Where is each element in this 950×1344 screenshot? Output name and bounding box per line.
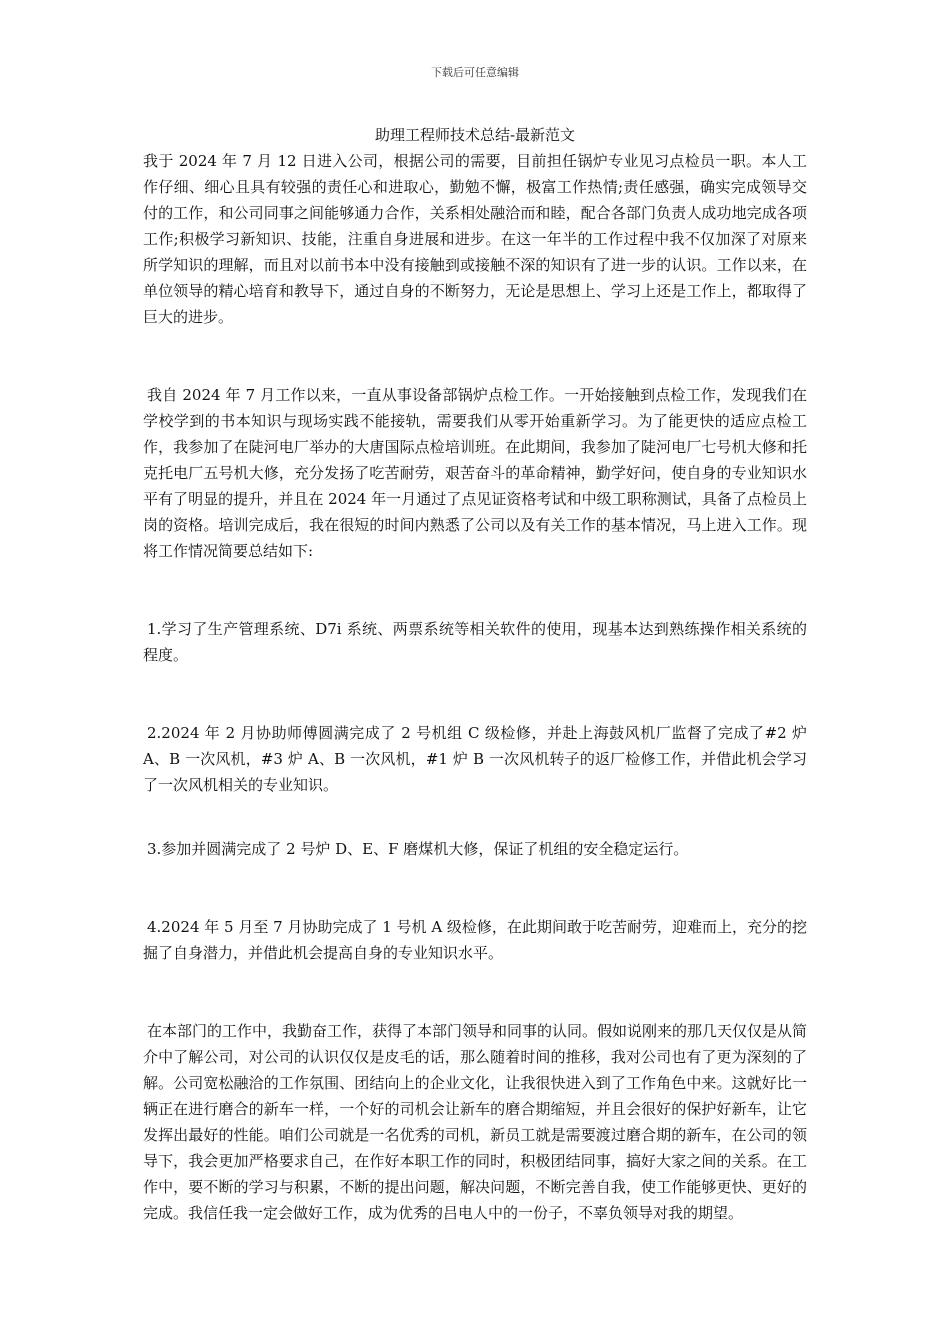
paragraph-gap [143, 798, 807, 836]
list-item-2: 2.2024 年 2 月协助师傅圆满完成了 2 号机组 C 级检修，并赴上海鼓风机厂监督了完成了#2 炉 A、B 一次风机，#3 炉 A、B 一次风机，#1 炉 B 一次风机转子的返厂检修工作，并借此机会学习了一次风机相关的专业知识。 [143, 724, 807, 794]
page-header: 下载后可任意编辑 [431, 66, 519, 79]
paragraph-gap [143, 668, 807, 720]
paragraph-gap [143, 564, 807, 616]
paragraph-conclusion: 在本部门的工作中，我勤奋工作，获得了本部门领导和同事的认同。假如说刚来的那几天仅仅是从简介中了解公司，对公司的认识仅仅是皮毛的话，那么随着时间的推移，我对公司也有了更为深刻的了解。公司宽松融洽的工作氛围、团结向上的企业文化，让我很快进入到了工作角色中来。这就好比一辆正在进行磨合的新车一样，一个好的司机会让新车的磨合期缩短，并且会很好的保护好新车，让它发挥出最好的性能。咱们公司就是一名优秀的司机，新员工就是需要渡过磨合期的新车，在公司的领导下，我会更加严格要求自己，在作好本职工作的同时，积极团结同事，搞好大家之间的关系。在工作中，要不断的学习与积累，不断的提出问题，解决问题，不断完善自我，使工作能够更快、更好的完成。我信任我一定会做好工作，成为优秀的吕电人中的一份子，不辜负领导对我的期望。 [143, 1022, 808, 1222]
paragraph-gap [143, 862, 807, 914]
paragraph-intro: 我于 2024 年 7 月 12 日进入公司，根据公司的需要，目前担任锅炉专业见习点检员一职。本人工作仔细、细心且具有较强的责任心和进取心，勤勉不懈，极富工作热情;责任感强，确实完成领导交付的工作，和公司同事之间能够通力合作，关系相处融洽而和睦，配合各部门负责人成功地完成各项工作;积极学习新知识、技能，注重自身进展和进步。在这一年半的工作过程中我不仅加深了对原来所学知识的理解，而且对以前书本中没有接触到或接触不深的知识有了进一步的认识。工作以来，在单位领导的精心培育和教导下，通过自身的不断努力，无论是思想上、学习上还是工作上，都取得了巨大的进步。 [143, 152, 807, 326]
list-item-4: 4.2024 年 5 月至 7 月协助完成了 1 号机 A 级检修，在此期间敢于吃苦耐劳，迎难而上，充分的挖掘了自身潜力，并借此机会提高自身的专业知识水平。 [143, 918, 807, 962]
paragraph-work-overview: 我自 2024 年 7 月工作以来，一直从事设备部锅炉点检工作。一开始接触到点检工作，发现我们在学校学到的书本知识与现场实践不能接轨，需要我们从零开始重新学习。为了能更快的适应点检工作，我参加了在陡河电厂举办的大唐国际点检培训班。在此期间，我参加了陡河电厂七号机大修和托克托电厂五号机大修，充分发扬了吃苦耐劳，艰苦奋斗的革命精神，勤学好问，使自身的专业知识水平有了明显的提升，并且在 2024 年一月通过了点见证资格考试和中级工职称测试，具备了点检员上岗的资格。培训完成后，我在很短的时间内熟悉了公司以及有关工作的基本情况，马上进入工作。现将工作情况简要总结如下: [143, 386, 807, 560]
document-body [143, 148, 807, 1226]
paragraph-gap [143, 966, 807, 1018]
list-item-1: 1.学习了生产管理系统、D7i 系统、两票系统等相关软件的使用，现基本达到熟练操作相关系统的程度。 [143, 620, 807, 664]
list-item-3: 3.参加并圆满完成了 2 号炉 D、E、F 磨煤机大修，保证了机组的安全稳定运行。 [147, 840, 689, 858]
paragraph-gap [143, 330, 807, 382]
document-title: 助理工程师技术总结-最新范文 [374, 126, 576, 144]
